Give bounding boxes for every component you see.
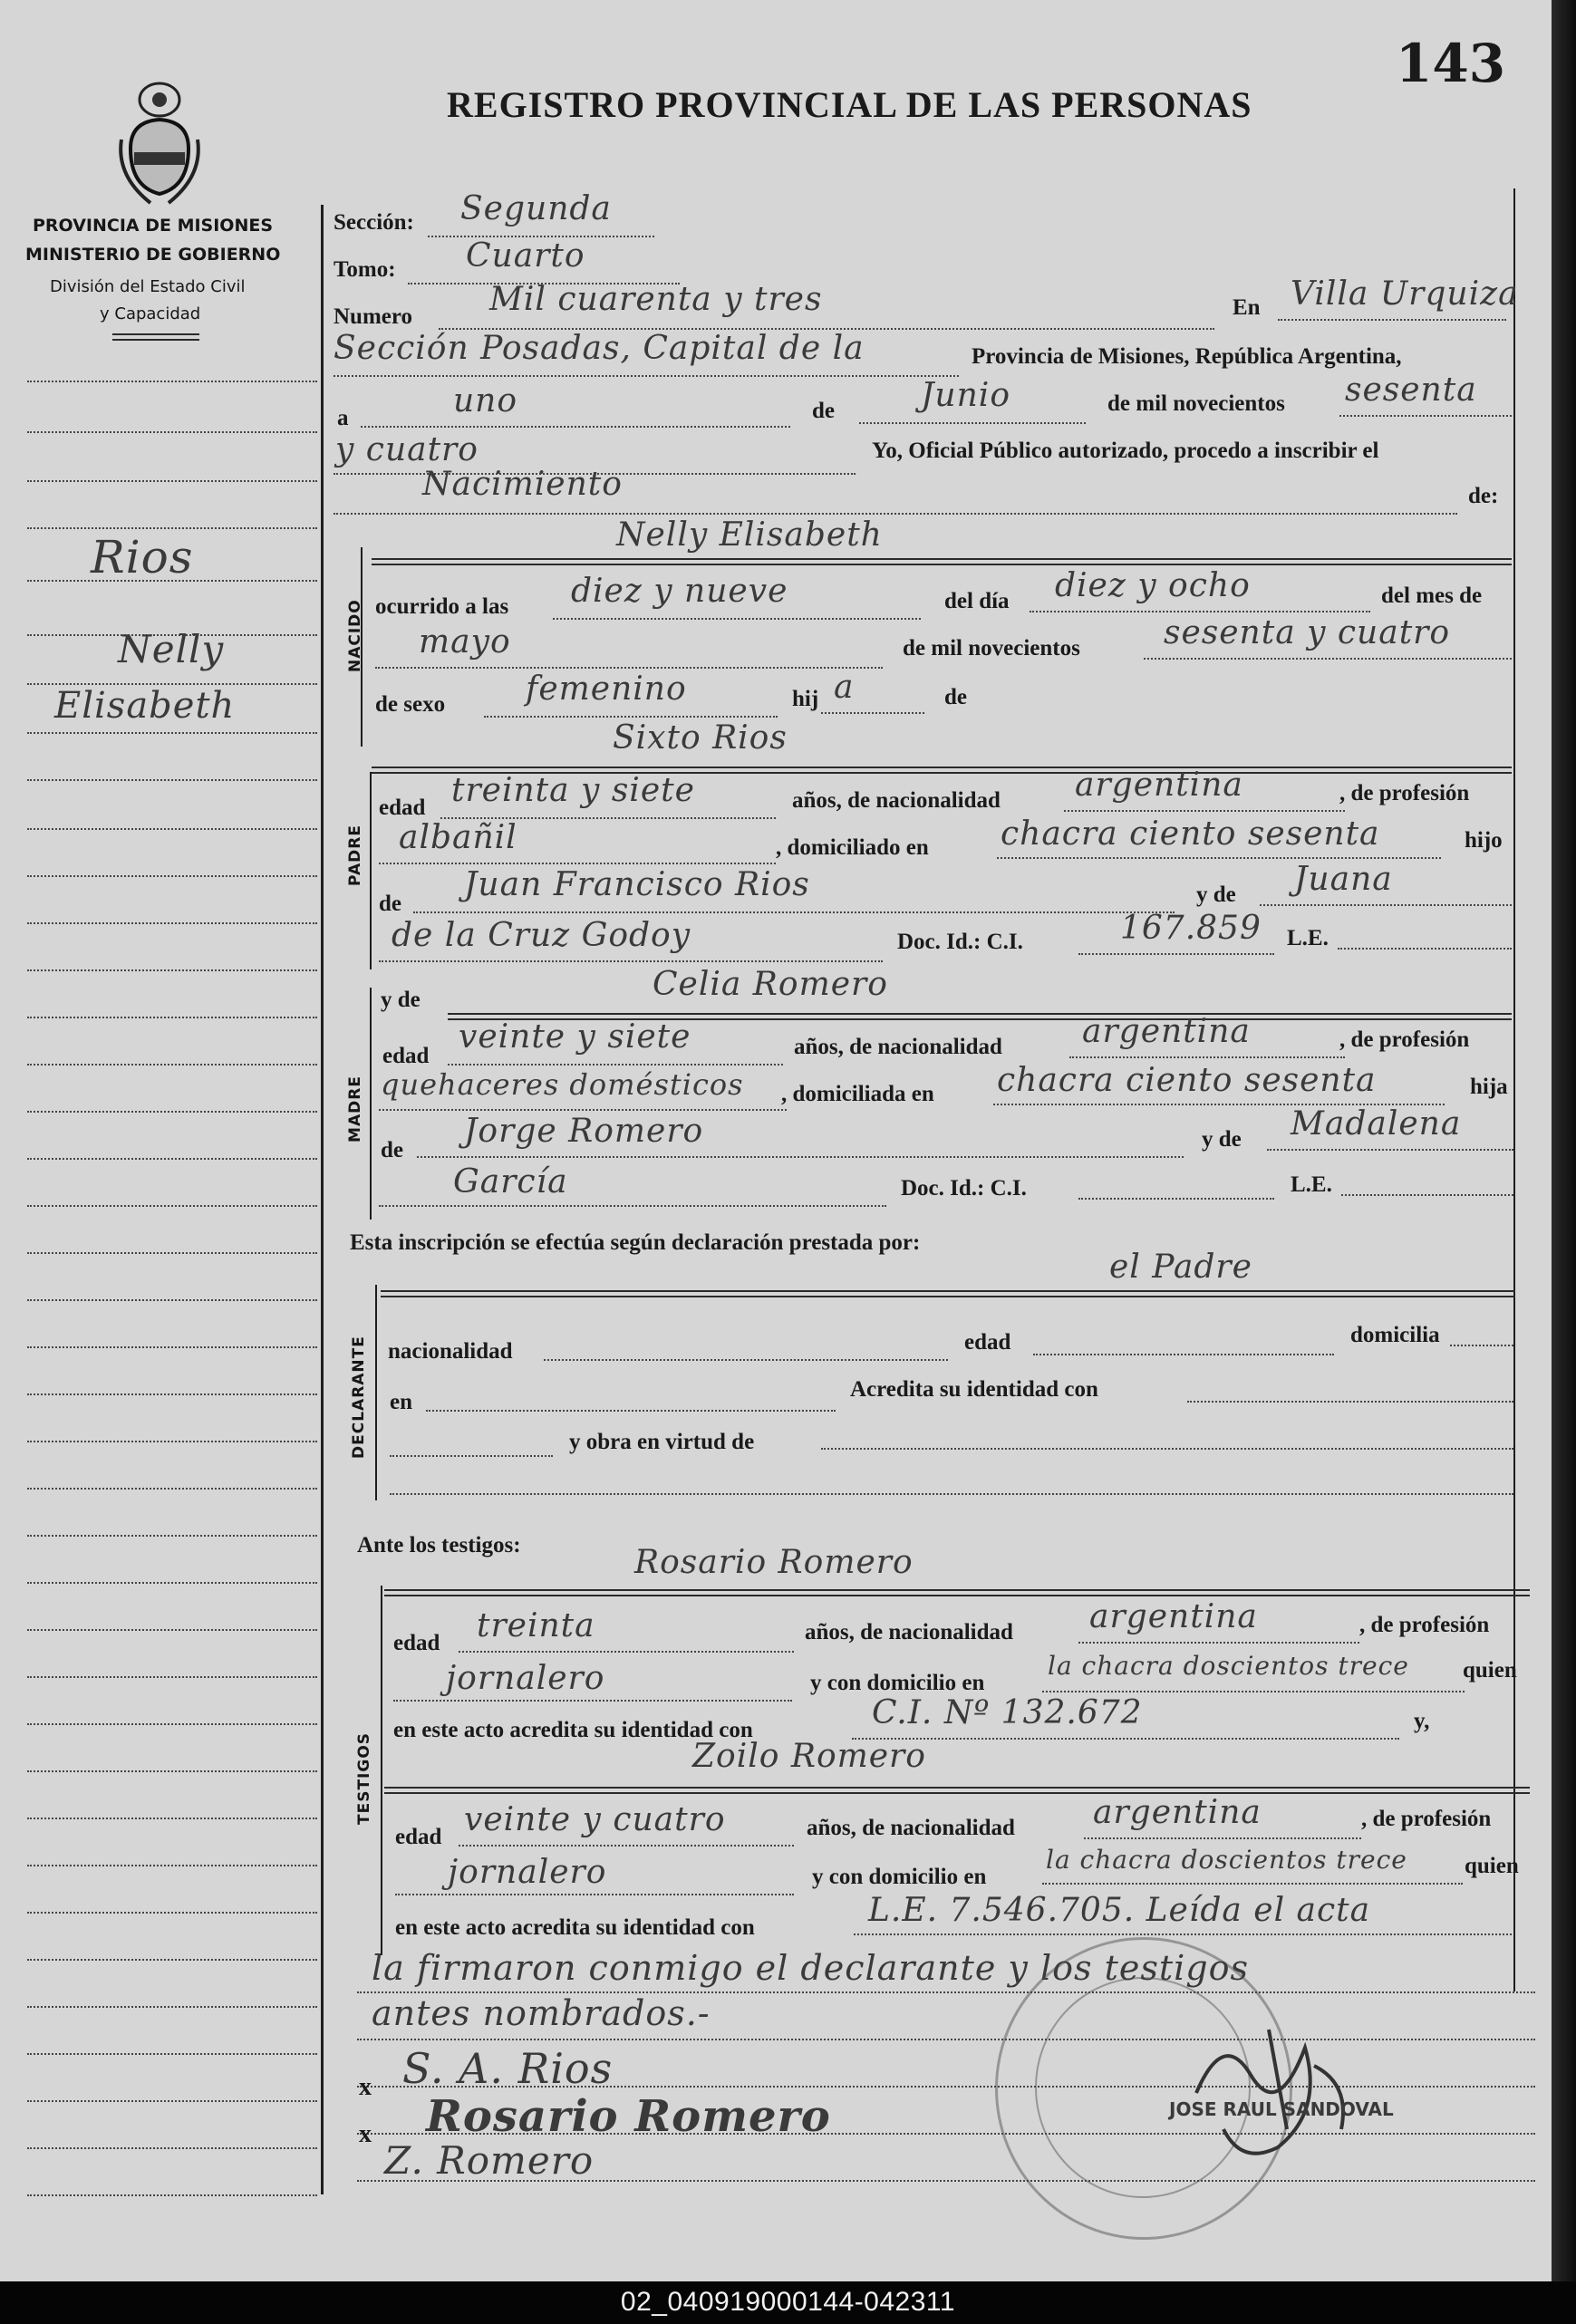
- margin-line: [27, 2100, 317, 2102]
- fill-line: [1030, 611, 1370, 612]
- label-de-sexo: de sexo: [375, 692, 446, 717]
- value-t2-dom: la chacra doscientos trece: [1046, 1845, 1407, 1875]
- fill-line: [1078, 1642, 1359, 1644]
- fill-line: [459, 1845, 794, 1847]
- authority-ministry: MINISTERIO DE GOBIERNO: [25, 245, 281, 265]
- value-t1-nac: argentina: [1089, 1598, 1258, 1635]
- label-y-de-madre: y de: [381, 988, 421, 1012]
- label-hija: hija: [1470, 1075, 1508, 1099]
- label-acto-t2: en este acto acredita su identidad con: [395, 1915, 755, 1940]
- value-dia: uno: [453, 382, 518, 419]
- margin-line: [27, 1017, 317, 1018]
- label-edad-t1: edad: [393, 1631, 440, 1655]
- margin-line: [27, 922, 317, 924]
- side-label-madre: MADRE: [346, 1075, 364, 1143]
- fill-line: [821, 1448, 1513, 1450]
- closing-line-1: la firmaron conmigo el declarante y los testigos: [372, 1948, 1249, 1988]
- fill-line: [426, 1410, 836, 1412]
- value-padre-y-de-2: de la Cruz Godoy: [392, 917, 691, 954]
- signature-mark: x: [359, 2120, 372, 2148]
- signature-testigo-2: Z. Romero: [384, 2138, 595, 2183]
- value-madre-y-de: Madalena: [1291, 1105, 1462, 1143]
- authority-capacity: y Capacidad: [100, 304, 201, 323]
- label-inscripcion: Esta inscripción se efectúa según declaración prestada por:: [350, 1230, 921, 1255]
- fill-line: [1033, 1354, 1334, 1355]
- margin-line: [27, 2053, 317, 2055]
- value-lugar-2: Sección Posadas, Capital de la: [334, 330, 865, 367]
- fill-line: [393, 1700, 792, 1702]
- margin-line: [27, 1441, 317, 1442]
- value-t2-nac: argentina: [1093, 1794, 1262, 1831]
- margin-line: [27, 1629, 317, 1631]
- fill-line: [544, 1359, 948, 1361]
- label-edad-padre: edad: [379, 796, 426, 820]
- margin-line: [27, 1488, 317, 1490]
- value-padre-hijo-de: Juan Francisco Rios: [464, 866, 810, 903]
- fill-line: [854, 1933, 1512, 1935]
- margin-line: [27, 1865, 317, 1866]
- label-prof-t1: , de profesión: [1359, 1613, 1490, 1637]
- scan-identifier: 02_040919000144-042311: [620, 2287, 956, 2317]
- label-tomo: Tomo:: [334, 257, 396, 282]
- fill-line: [1260, 904, 1512, 906]
- value-madre-prof: quehaceres domésticos: [381, 1067, 744, 1102]
- label-de: de: [812, 399, 835, 423]
- fill-line: [1144, 658, 1512, 660]
- label-doc-madre: Doc. Id.: C.I.: [901, 1176, 1027, 1201]
- margin-line: [27, 1770, 317, 1772]
- margin-given-name: Nelly: [118, 627, 225, 671]
- signature-declarante: S. A. Rios: [402, 2044, 614, 2093]
- margin-line: [27, 1111, 317, 1113]
- fill-line: [334, 375, 959, 377]
- label-seccion: Sección:: [334, 210, 414, 235]
- value-padre: Sixto Rios: [613, 719, 788, 757]
- label-de-madre: de: [381, 1138, 403, 1162]
- section-top-line: [384, 1595, 1530, 1596]
- fill-line: [379, 1109, 787, 1111]
- signature-mark: x: [359, 2073, 372, 2101]
- label-de-hij: de: [944, 685, 967, 709]
- label-acto-t1: en este acto acredita su identidad con: [393, 1718, 753, 1742]
- label-edad-t2: edad: [395, 1825, 442, 1849]
- fill-line: [997, 857, 1441, 859]
- value-declarante: el Padre: [1109, 1249, 1252, 1286]
- section-top-line: [381, 1290, 1515, 1292]
- authority-province: PROVINCIA DE MISIONES: [33, 216, 274, 236]
- official-name: JOSE RAUL SANDOVAL: [1169, 2098, 1394, 2120]
- label-prof-t2: , de profesión: [1361, 1807, 1492, 1831]
- fill-line: [1341, 1194, 1513, 1196]
- label-dom-madre: , domiciliada en: [781, 1082, 934, 1106]
- label-anos-padre: años, de nacionalidad: [792, 788, 1001, 813]
- fill-line: [1078, 953, 1274, 955]
- scan-edge-shadow: [1552, 0, 1576, 2281]
- value-anio-2: y cuatro: [335, 431, 479, 468]
- fill-line: [1069, 1056, 1345, 1058]
- value-padre-nac: argentina: [1075, 767, 1243, 804]
- label-de-mil: de mil novecientos: [1107, 391, 1285, 416]
- value-mes: Junio: [921, 377, 1010, 414]
- label-de-colon: de:: [1468, 484, 1499, 508]
- fill-line: [390, 1455, 553, 1457]
- label-provincia: Provincia de Misiones, República Argentina,: [972, 344, 1402, 369]
- margin-line: [27, 381, 317, 382]
- label-hij: hij: [792, 687, 819, 711]
- section-top-line: [384, 1787, 1530, 1789]
- margin-line: [27, 732, 317, 734]
- fill-line: [413, 911, 1175, 913]
- value-madre-y-de-2: García: [453, 1163, 568, 1201]
- main-margin-rule: [321, 205, 324, 2194]
- margin-line: [27, 1158, 317, 1160]
- margin-line: [27, 1205, 317, 1207]
- margin-line: [27, 1912, 317, 1914]
- value-seccion: Segunda: [460, 190, 612, 227]
- side-label-testigos: TESTIGOS: [355, 1731, 373, 1825]
- fill-line: [448, 1064, 783, 1066]
- section-top-line: [372, 558, 1512, 560]
- fill-line: [379, 1205, 886, 1207]
- authority-underline: [112, 333, 199, 335]
- fill-line: [1064, 810, 1345, 812]
- margin-line: [27, 480, 317, 482]
- margin-line: [27, 1346, 317, 1348]
- section-rule-padre: [370, 772, 372, 969]
- label-le-padre: L.E.: [1287, 926, 1329, 950]
- value-padre-ci: 167.859: [1120, 910, 1262, 947]
- authority-division: División del Estado Civil: [50, 277, 246, 296]
- side-label-nacido: NACIDO: [346, 599, 364, 672]
- label-con-dom-t2: y con domicilio en: [812, 1865, 987, 1889]
- label-con-dom-t1: y con domicilio en: [810, 1671, 985, 1695]
- label-domicilia: domicilia: [1350, 1323, 1440, 1347]
- page-number: 143: [1396, 33, 1506, 94]
- label-obra: y obra en virtud de: [569, 1430, 755, 1454]
- margin-line: [27, 527, 317, 529]
- margin-line: [27, 2194, 317, 2196]
- label-del-mes: del mes de: [1381, 583, 1483, 608]
- value-t1-dom: la chacra doscientos trece: [1048, 1651, 1409, 1681]
- fill-line: [417, 1156, 1184, 1158]
- fill-line: [334, 513, 1457, 515]
- label-le-madre: L.E.: [1291, 1172, 1332, 1197]
- margin-line: [27, 1676, 317, 1678]
- value-t1-prof: jornalero: [446, 1660, 605, 1697]
- fill-line: [379, 960, 883, 962]
- value-padre-edad: treinta y siete: [451, 772, 695, 809]
- section-top-line: [448, 1013, 1512, 1015]
- margin-line: [27, 1393, 317, 1395]
- official-signature-scribble: [1169, 1993, 1378, 2175]
- value-madre-nac: argentina: [1082, 1013, 1251, 1050]
- value-acto: Nacimiento: [422, 466, 623, 503]
- fill-line: [821, 712, 924, 714]
- label-a: a: [337, 406, 349, 430]
- fill-line: [1084, 1837, 1361, 1839]
- fill-line: [1450, 1345, 1513, 1346]
- value-nombre: Nelly Elisabeth: [616, 516, 883, 554]
- section-top-line: [372, 564, 1512, 565]
- scan-footer: [0, 2281, 1576, 2324]
- fill-line: [484, 716, 778, 718]
- fill-line: [375, 667, 883, 669]
- label-y-coma: y,: [1414, 1709, 1430, 1733]
- value-padre-dom: chacra ciento sesenta: [1001, 815, 1380, 853]
- label-hijo: hijo: [1465, 828, 1503, 853]
- fill-line: [852, 1738, 1399, 1740]
- margin-line: [27, 1959, 317, 1961]
- fill-line: [1267, 1149, 1513, 1151]
- label-de-mil-2: de mil novecientos: [903, 636, 1080, 661]
- fill-line: [553, 618, 921, 620]
- fill-line: [459, 1651, 794, 1653]
- section-rule-madre: [370, 988, 372, 1220]
- margin-line: [27, 1723, 317, 1725]
- label-en: En: [1233, 295, 1261, 320]
- right-border-rule: [1513, 188, 1515, 1991]
- label-edad-decl: edad: [964, 1330, 1011, 1355]
- label-edad-madre: edad: [382, 1044, 430, 1068]
- value-t1-edad: treinta: [477, 1607, 595, 1644]
- value-numero: Mil cuarenta y tres: [489, 281, 823, 318]
- value-hij-suffix: a: [834, 669, 855, 706]
- label-y-de-padre: y de: [1196, 882, 1236, 907]
- label-de-padre: de: [379, 892, 401, 916]
- value-t2-edad: veinte y cuatro: [464, 1801, 726, 1838]
- label-prof-madre: , de profesión: [1339, 1027, 1470, 1052]
- value-testigo-2: Zoilo Romero: [692, 1738, 926, 1775]
- label-prof-padre: , de profesión: [1339, 781, 1470, 805]
- margin-given-name-2: Elisabeth: [54, 685, 236, 727]
- fill-line: [1042, 1691, 1465, 1692]
- fill-line: [859, 422, 1086, 424]
- label-nacionalidad-decl: nacionalidad: [388, 1339, 513, 1364]
- label-quien-t2: quien: [1465, 1854, 1519, 1878]
- label-dom-padre: , domiciliado en: [776, 835, 929, 860]
- section-rule-declarante: [375, 1285, 377, 1500]
- margin-line: [27, 2147, 317, 2149]
- fill-line: [379, 863, 776, 864]
- label-anos-t1: años, de nacionalidad: [805, 1620, 1013, 1644]
- value-madre-dom: chacra ciento sesenta: [997, 1062, 1377, 1099]
- authority-underline: [112, 339, 199, 341]
- value-padre-prof: albañil: [399, 819, 517, 856]
- section-top-line: [372, 767, 1512, 768]
- label-ocurrido: ocurrido a las: [375, 594, 509, 619]
- value-dia-nac: diez y ocho: [1055, 567, 1251, 604]
- margin-line: [27, 828, 317, 830]
- margin-line: [27, 1299, 317, 1301]
- value-lugar: Villa Urquiza: [1291, 275, 1519, 313]
- margin-line: [27, 875, 317, 877]
- coat-of-arms-emblem: [114, 76, 205, 212]
- label-y-de-madre-2: y de: [1202, 1127, 1242, 1152]
- section-top-line: [381, 1296, 1515, 1297]
- value-t2-id: L.E. 7.546.705. Leída el acta: [868, 1892, 1371, 1929]
- fill-line: [361, 426, 790, 428]
- margin-line: [27, 2006, 317, 2008]
- fill-line: [1078, 1198, 1274, 1200]
- value-hora: diez y nueve: [571, 573, 788, 610]
- label-en-decl: en: [390, 1390, 412, 1414]
- signature-testigo-1: Rosario Romero: [426, 2091, 831, 2142]
- label-yo: Yo, Oficial Público autorizado, procedo a inscribir el: [872, 439, 1379, 463]
- value-tomo: Cuarto: [466, 237, 585, 275]
- side-label-declarante: DECLARANTE: [350, 1336, 368, 1459]
- label-del-dia: del día: [944, 589, 1010, 613]
- section-top-line: [384, 1792, 1530, 1794]
- label-quien-t1: quien: [1463, 1658, 1517, 1683]
- closing-line-2: antes nombrados.-: [372, 1993, 711, 2033]
- fill-line: [390, 1493, 1513, 1495]
- value-t1-id: C.I. Nº 132.672: [872, 1694, 1143, 1731]
- value-padre-y-de: Juana: [1294, 861, 1393, 898]
- value-madre-edad: veinte y siete: [459, 1018, 691, 1056]
- fill-line: [1338, 948, 1512, 950]
- value-mes-nac: mayo: [419, 623, 511, 661]
- value-madre: Celia Romero: [653, 966, 888, 1003]
- margin-surname: Rios: [91, 531, 194, 583]
- value-anio-nac: sesenta y cuatro: [1164, 614, 1451, 651]
- margin-line: [27, 969, 317, 971]
- fill-line: [1042, 1883, 1463, 1885]
- value-anio-1: sesenta: [1345, 371, 1477, 409]
- fill-line: [1187, 1401, 1513, 1403]
- label-numero: Numero: [334, 304, 413, 329]
- value-sexo: femenino: [526, 670, 687, 708]
- fill-line: [1278, 319, 1506, 321]
- label-doc-padre: Doc. Id.: C.I.: [897, 930, 1023, 954]
- fill-line: [395, 1894, 794, 1895]
- page-title: REGISTRO PROVINCIAL DE LAS PERSONAS: [447, 84, 1252, 125]
- margin-line: [27, 1582, 317, 1584]
- margin-line: [27, 1535, 317, 1537]
- label-anos-t2: años, de nacionalidad: [807, 1816, 1015, 1840]
- margin-line: [27, 1818, 317, 1819]
- margin-line: [27, 1252, 317, 1254]
- value-testigo-1: Rosario Romero: [634, 1544, 914, 1581]
- side-label-padre: PADRE: [346, 824, 364, 886]
- label-anos-madre: años, de nacionalidad: [794, 1035, 1002, 1059]
- fill-line: [1339, 415, 1512, 417]
- value-t2-prof: jornalero: [448, 1854, 607, 1891]
- margin-line: [27, 1064, 317, 1066]
- label-acredita: Acredita su identidad con: [850, 1377, 1098, 1402]
- section-rule-testigos: [381, 1586, 382, 1955]
- margin-line: [27, 779, 317, 781]
- value-madre-hija-de: Jorge Romero: [464, 1113, 704, 1150]
- label-ante: Ante los testigos:: [357, 1533, 521, 1557]
- margin-line: [27, 431, 317, 433]
- section-top-line: [384, 1589, 1530, 1591]
